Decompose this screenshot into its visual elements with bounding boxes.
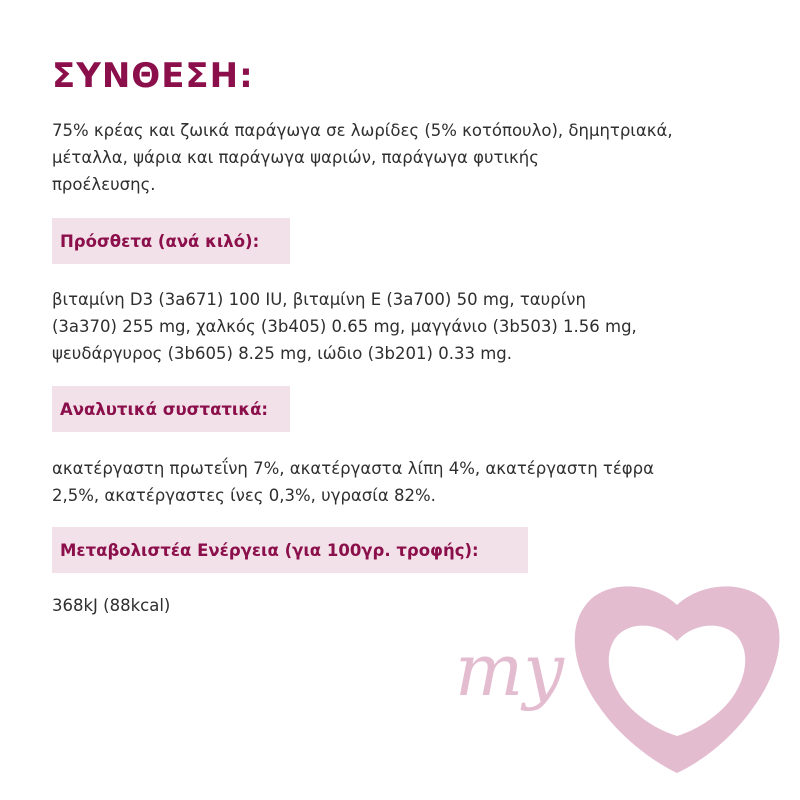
analytical-text [52,455,654,509]
composition-text [52,117,673,198]
logo-my-text: my [455,628,564,712]
energy-heading: Μεταβολιστέα Ενέργεια (για 100γρ. τροφής): [60,540,479,560]
composition-line: 75% κρέας και ζωικά παράγωγα σε λωρίδες (5% κοτόπουλο), δημητριακά, [52,121,673,140]
additives-heading: Πρόσθετα (ανά κιλό): [60,231,260,251]
page-title: ΣΥΝΘΕΣΗ: [52,56,254,96]
analytical-heading: Αναλυτικά συστατικά: [60,399,269,419]
analytical-heading-band [52,386,290,432]
additives-line: ψευδάργυρος (3b605) 8.25 mg, ιώδιο (3b201) 0.33 mg. [52,344,512,363]
composition-line: προέλευσης. [52,175,156,194]
heart-outline-icon [575,586,780,773]
analytical-line: ακατέργαστη πρωτεΐνη 7%, ακατέργαστα λίπη 4%, ακατέργαστη τέφρα [52,459,655,478]
additives-line: (3a370) 255 mg, χαλκός (3b405) 0.65 mg, μαγγάνιο (3b503) 1.56 mg, [52,317,637,336]
additives-line: βιταμίνη D3 (3a671) 100 IU, βιταμίνη E (3a700) 50 mg, ταυρίνη [52,290,586,309]
composition-line: μέταλλα, ψάρια και παράγωγα ψαριών, παράγωγα φυτικής [52,148,539,167]
additives-text [52,286,637,367]
energy-heading-band [52,527,528,573]
energy-value: 368kJ (88kcal) [52,596,171,615]
analytical-line: 2,5%, ακατέργαστες ίνες 0,3%, υγρασία 82%. [52,486,436,505]
additives-heading-band [52,218,290,264]
brand-logo [440,580,800,800]
